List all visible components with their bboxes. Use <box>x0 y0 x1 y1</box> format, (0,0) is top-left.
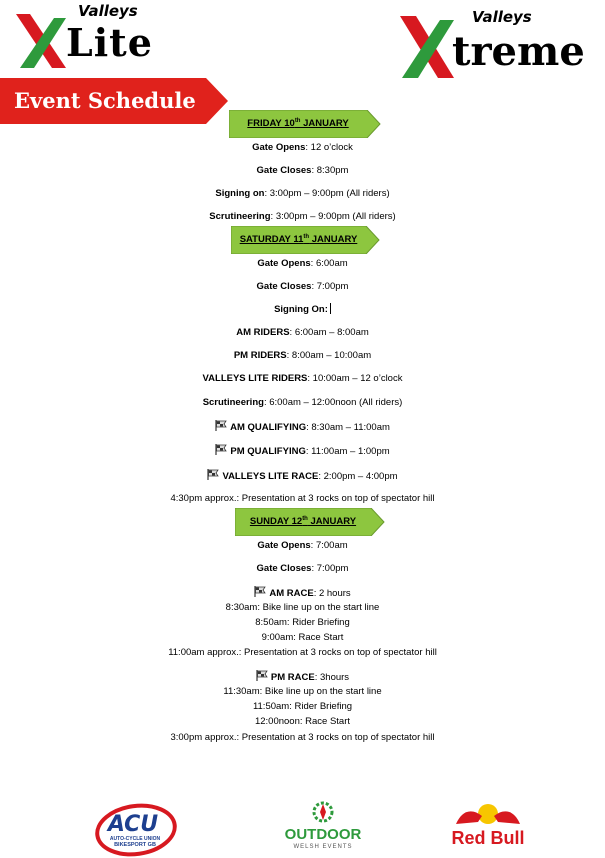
schedule-line: VALLEYS LITE RIDERS: 10:00am – 12 o’clock <box>202 373 403 384</box>
day-suffix: th <box>302 515 308 522</box>
valleys-xtreme-word2: treme <box>452 28 585 75</box>
day-suffix: th <box>303 233 310 240</box>
schedule-line: 11:30am: Bike line up on the start line <box>223 686 382 697</box>
day-month: JANUARY <box>307 516 357 527</box>
checkered-flag-icon <box>207 469 219 480</box>
checkered-flag-icon <box>215 444 227 455</box>
valleys-xtreme-word1: Valleys <box>472 8 532 26</box>
sunday-day-header <box>235 508 385 536</box>
outdoor-sub: WELSH EVENTS <box>293 844 353 850</box>
valleys-lite-word2: Lite <box>66 20 153 65</box>
red-bull-logo <box>446 800 530 856</box>
red-bull-wordmark: Red Bull <box>451 828 525 848</box>
valleys-xtreme-logo <box>398 6 600 82</box>
schedule-line: Signing on: 3:00pm – 9:00pm (All riders) <box>215 188 390 199</box>
schedule-line: PM RACE: 3hours <box>0 670 605 684</box>
outdoor-welsh-events-logo <box>280 800 366 856</box>
schedule-line: 9:00am: Race Start <box>261 632 344 643</box>
schedule-line: AM QUALIFYING: 8:30am – 11:00am <box>0 420 605 434</box>
schedule-line: Gate Closes: 7:00pm <box>256 563 349 574</box>
schedule-line: VALLEYS LITE RACE: 2:00pm – 4:00pm <box>0 469 605 483</box>
outdoor-emblem-icon <box>312 800 334 824</box>
schedule-line: 12:00noon: Race Start <box>254 716 351 727</box>
schedule-line: 11:50am: Rider Briefing <box>252 701 353 712</box>
schedule-line: AM RIDERS: 6:00am – 8:00am <box>236 327 369 338</box>
outdoor-main: OUTDOOR <box>284 826 362 843</box>
day-month: JANUARY <box>309 234 358 245</box>
checkered-flag-icon <box>254 586 266 597</box>
schedule-line: Gate Opens: 6:00am <box>257 258 348 269</box>
schedule-line: PM RIDERS: 8:00am – 10:00am <box>233 350 372 361</box>
schedule-line: 8:30am: Bike line up on the start line <box>225 602 380 613</box>
schedule-line: Gate Opens: 12 o’clock <box>252 142 353 153</box>
acu-logo <box>94 800 178 858</box>
acu-sub1: AUTO-CYCLE UNION <box>109 836 161 842</box>
saturday-day-header <box>231 226 380 254</box>
schedule-line: 11:00am approx.: Presentation at 3 rocks on top of spectator hill <box>168 647 437 658</box>
schedule-line: AM RACE: 2 hours <box>0 586 605 600</box>
schedule-line: Signing On: <box>0 303 605 316</box>
day-suffix: th <box>294 117 301 124</box>
checkered-flag-icon <box>256 670 268 681</box>
day-label: FRIDAY 10 <box>247 118 295 129</box>
schedule-line: 3:00pm approx.: Presentation at 3 rocks on top of spectator hill <box>170 732 435 743</box>
x-mark-icon <box>398 14 456 80</box>
schedule-line: Scrutineering: 6:00am – 12:00noon (All riders) <box>202 397 403 408</box>
schedule-line: Gate Closes: 8:30pm <box>256 165 349 176</box>
schedule-line: Gate Opens: 7:00am <box>257 540 348 551</box>
schedule-line: 8:50am: Rider Briefing <box>255 617 350 628</box>
text-cursor <box>330 303 331 314</box>
day-label: SATURDAY 11 <box>239 234 304 245</box>
valleys-lite-logo <box>10 2 153 72</box>
x-mark-icon <box>14 12 68 70</box>
friday-day-header <box>229 110 381 138</box>
acu-sub2: BIKESPORT GB <box>114 842 156 848</box>
checkered-flag-icon <box>215 420 227 431</box>
schedule-line: 4:30pm approx.: Presentation at 3 rocks on top of spectator hill <box>170 493 435 504</box>
schedule-line: PM QUALIFYING: 11:00am – 1:00pm <box>0 444 605 458</box>
schedule-line: Scrutineering: 3:00pm – 9:00pm (All riders) <box>209 211 396 222</box>
day-month: JANUARY <box>300 118 349 129</box>
acu-main: ACU <box>107 812 159 837</box>
day-label: SUNDAY 12 <box>249 516 303 527</box>
valleys-lite-word1: Valleys <box>78 2 138 20</box>
event-schedule-title: Event Schedule <box>14 88 196 113</box>
schedule-line: Gate Closes: 7:00pm <box>256 281 349 292</box>
